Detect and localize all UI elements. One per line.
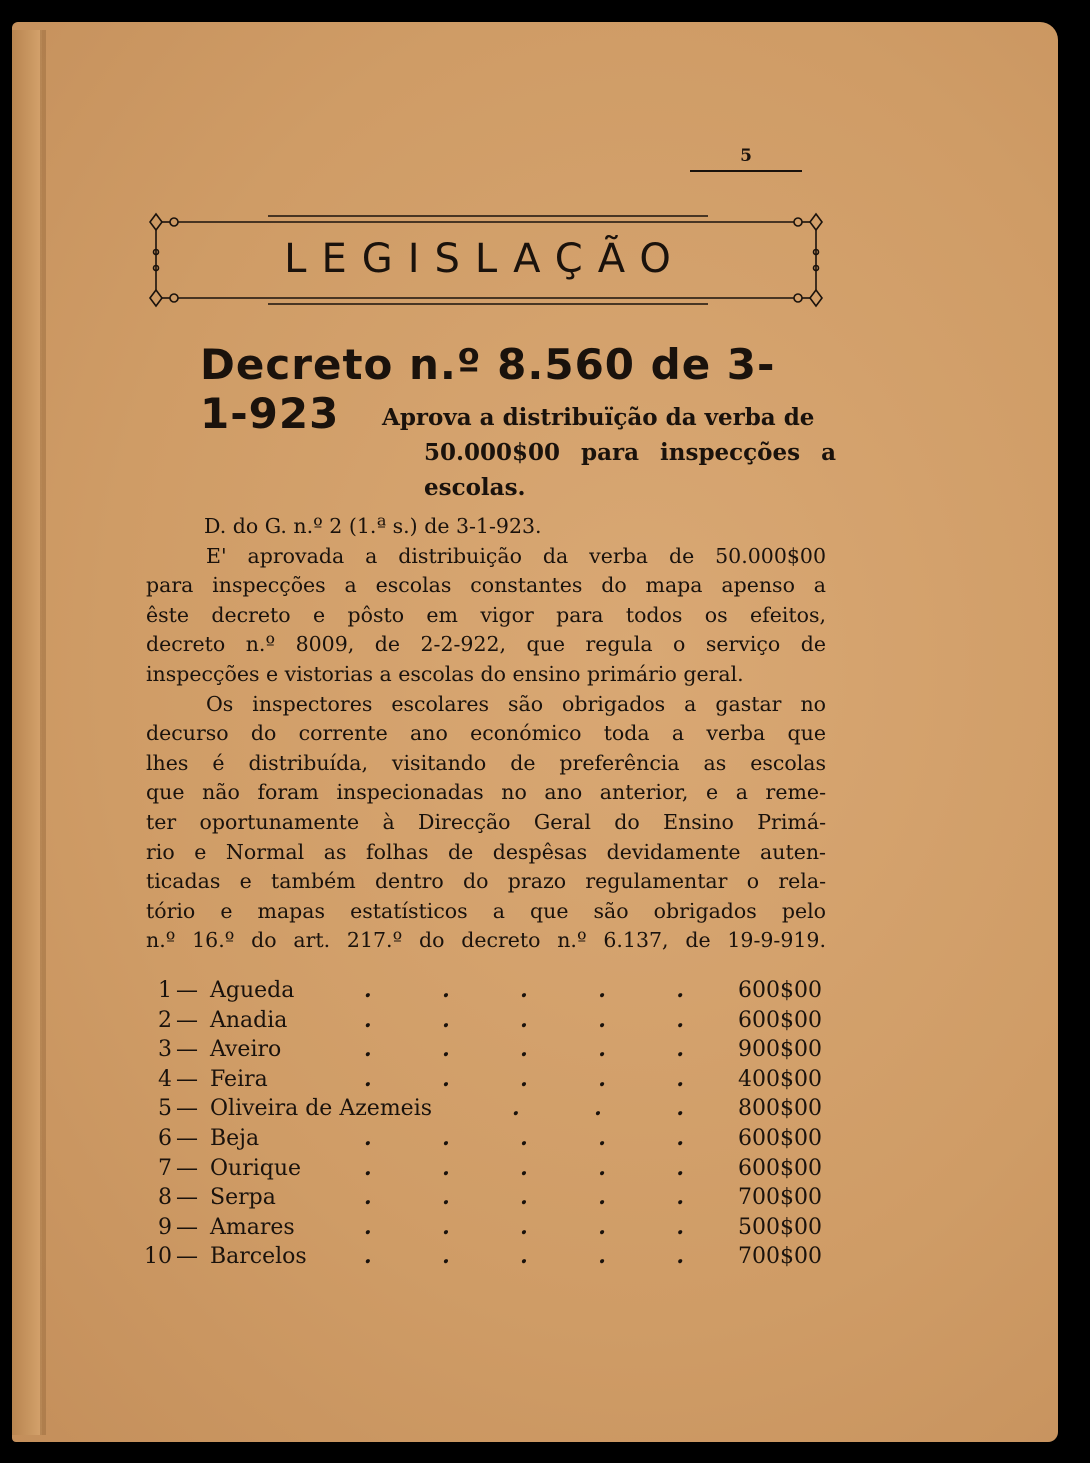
row-number: 4 (158, 1066, 172, 1092)
row-dash: — (176, 1007, 198, 1033)
table-row (136, 1242, 836, 1272)
row-name: Ourique (210, 1155, 302, 1181)
table-row (136, 1213, 836, 1243)
row-leader-dots: . . . . . (364, 977, 684, 1003)
row-dash: — (176, 1125, 198, 1151)
decree-title: Decreto n.º 8.560 de 3-1-923 (200, 340, 776, 438)
row-leader-dots: . . . . . (364, 1124, 684, 1151)
row-dash: — (176, 1155, 198, 1181)
decree-body (146, 512, 826, 956)
body-line: decurso do corrente ano económico toda a verba que (146, 721, 826, 746)
row-dash: — (176, 1037, 198, 1063)
row-leader-dots: . . . . . (364, 1243, 684, 1270)
row-number: 7 (158, 1155, 172, 1181)
row-dash: — (176, 1096, 198, 1122)
row-name: Agueda (210, 978, 295, 1003)
row-leader-dots: . . . . . (364, 1154, 684, 1181)
row-name: Oliveira de Azemeis (210, 1096, 433, 1122)
row-leader-dots: . . . . . (364, 1213, 684, 1240)
table-row (136, 1006, 836, 1036)
body-line: E' aprovada a distribuição da verba de 50.000$00 (206, 543, 826, 568)
row-name: Anadia (210, 1007, 288, 1033)
row-dash: — (176, 1066, 198, 1092)
row-name: Amares (210, 1214, 295, 1240)
row-name: Beja (210, 1125, 260, 1151)
row-dash: — (176, 1185, 198, 1211)
row-value: 600$00 (738, 1125, 822, 1151)
row-value: 800$00 (738, 1096, 822, 1122)
row-value: 700$00 (738, 1185, 822, 1211)
row-value: 600$00 (738, 1155, 822, 1181)
table-row (136, 1154, 836, 1184)
row-number: 5 (158, 1096, 172, 1122)
body-line: ticadas e também dentro do prazo regulamentar o rela- (146, 869, 826, 894)
body-line: ter oportunamente à Direcção Geral do Ensino Primá- (146, 809, 826, 834)
row-value: 600$00 (738, 1007, 822, 1033)
body-line: lhes é distribuída, visitando de preferência as escolas (146, 750, 826, 775)
summary-line: escolas. (424, 474, 526, 501)
section-title: LEGISLAÇÃO (284, 236, 686, 282)
row-name: Aveiro (210, 1037, 282, 1063)
body-line: tório e mapas estatísticos a que são obrigados pelo (146, 898, 826, 923)
row-value: 500$00 (738, 1214, 822, 1240)
row-name: Feira (210, 1066, 268, 1092)
body-line: n.º 16.º do art. 217.º do decreto n.º 6.137, de 19-9-919. (146, 928, 826, 953)
body-line: Os inspectores escolares são obrigados a gastar no (206, 691, 826, 716)
row-leader-dots: . . . . . (364, 1036, 684, 1063)
body-line: êste decreto e pôsto em vigor para todos os efeitos, (146, 602, 826, 627)
distribution-table (136, 976, 836, 1272)
row-name: Serpa (210, 1185, 276, 1211)
row-number: 2 (158, 1007, 172, 1033)
page-fold (40, 30, 46, 1435)
body-line: decreto n.º 8009, de 2-2-922, que regula o serviço de (146, 632, 826, 657)
row-number: 8 (158, 1185, 172, 1211)
table-row (136, 1124, 836, 1154)
body-line: D. do G. n.º 2 (1.ª s.) de 3-1-923. (204, 514, 542, 538)
table-row (136, 1035, 836, 1065)
row-value: 700$00 (738, 1244, 822, 1270)
row-dash: — (176, 978, 198, 1003)
table-row (136, 1183, 836, 1213)
body-line: para inspecções a escolas constantes do mapa apenso a (146, 573, 826, 598)
row-leader-dots: . . . . . (364, 1006, 684, 1033)
row-number: 9 (158, 1214, 172, 1240)
row-value: 400$00 (738, 1066, 822, 1092)
body-line: inspecções e vistorias a escolas do ensino primário geral. (146, 661, 744, 686)
row-leader-dots: . . . . . (364, 1065, 684, 1092)
row-dash: — (176, 1214, 198, 1240)
row-number: 10 (144, 1244, 172, 1270)
table-row (136, 1065, 836, 1095)
row-dash: — (176, 1244, 198, 1270)
page-spine (12, 30, 42, 1435)
row-number: 1 (158, 978, 172, 1003)
row-leader-dots: . . . (512, 1095, 684, 1122)
body-line: que não foram inspecionadas no ano anterior, e a reme- (146, 780, 826, 805)
row-number: 3 (158, 1037, 172, 1063)
table-row (136, 1094, 836, 1124)
row-number: 6 (158, 1125, 172, 1151)
row-value: 600$00 (738, 978, 822, 1003)
table-row (136, 976, 836, 1006)
row-leader-dots: . . . . . (364, 1184, 684, 1211)
summary-line: Aprova a distribuïção da verba de (382, 404, 815, 431)
decree-summary (382, 400, 842, 505)
summary-line: 50.000$00 para inspecções a (424, 439, 836, 466)
page-number: 5 (690, 146, 802, 172)
row-value: 900$00 (738, 1037, 822, 1063)
row-name: Barcelos (210, 1244, 307, 1270)
body-line: rio e Normal as folhas de despêsas devidamente auten- (146, 839, 826, 864)
